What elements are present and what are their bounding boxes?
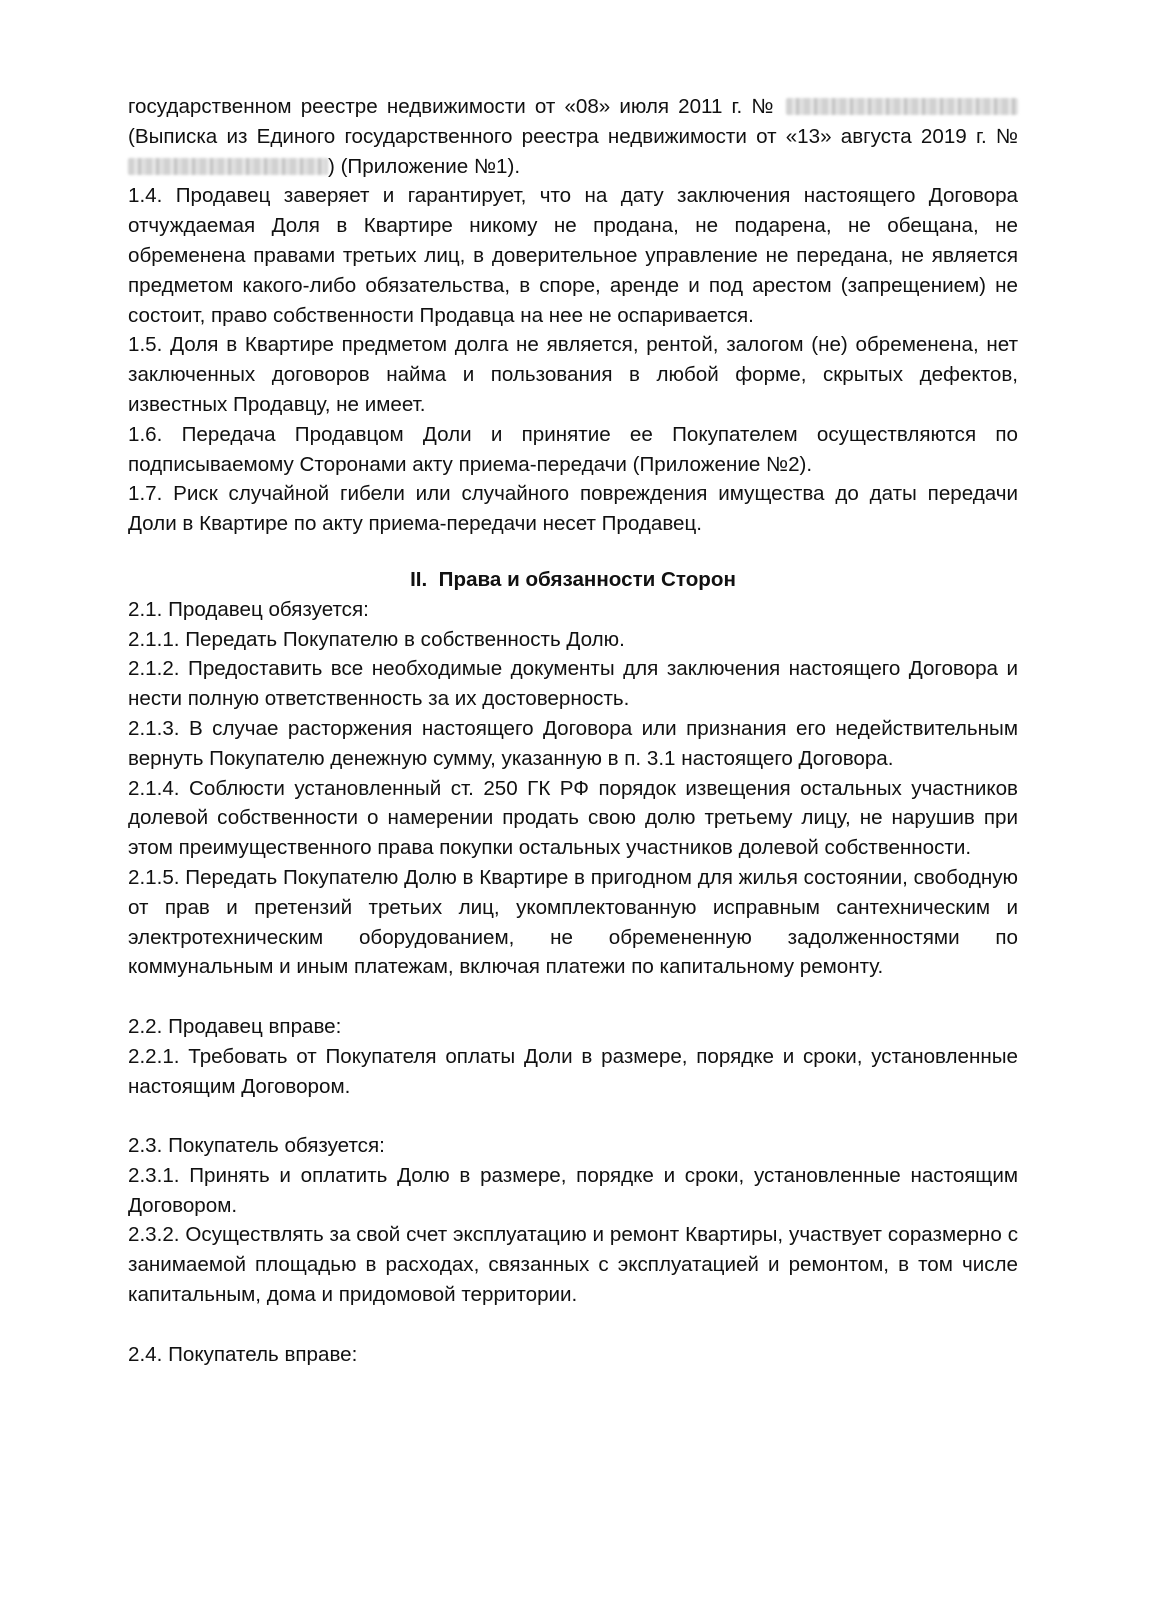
clause-1-6: 1.6. Передача Продавцом Доли и принятие ее Покупателем осуществляются по подписываемому Сторонами акту приема-передачи (Приложение №2). bbox=[128, 422, 1018, 476]
registry-text-start: государственном реестре недвижимости от «08» июля 2011 г. № bbox=[128, 95, 777, 118]
clause-2-3: 2.3. Покупатель обязуется: bbox=[128, 1134, 385, 1158]
clause-2-4: 2.4. Покупатель вправе: bbox=[128, 1342, 358, 1366]
clause-2-3-1: 2.3.1. Принять и оплатить Долю в размере, порядке и сроки, установленные настоящим Договором. bbox=[128, 1163, 1018, 1217]
registry-text-middle: (Выписка из Единого государственного реестра недвижимости от «13» августа 2019 г. № bbox=[128, 124, 1018, 148]
clause-1-4: 1.4. Продавец заверяет и гарантирует, что на дату заключения настоящего Договора отчуждаемая Доля в Квартире никому не продана, не подарена, не обещана, не обременена правами третьих лиц, в доверительное управление не передана, не является предметом какого-либо обязательства, в споре, аренде и под арестом (запрещением) не состоит, право собственности Продавца на нее не оспаривается. bbox=[128, 184, 1018, 327]
clause-2-1-1: 2.1.1. Передать Покупателю в собственность Долю. bbox=[128, 627, 625, 651]
spacer bbox=[128, 982, 1018, 1012]
document-page bbox=[128, 92, 1018, 1369]
clause-2-3-2: 2.3.2. Осуществлять за свой счет эксплуатацию и ремонт Квартиры, участвует соразмерно с занимаемой площадью в расходах, связанных с эксплуатацией и ремонтом, в том числе капитальным, дома и придомовой территории. bbox=[128, 1223, 1018, 1307]
clause-2-1-4: 2.1.4. Соблюсти установленный ст. 250 ГК РФ порядок извещения остальных участников долевой собственности о намерении продать свою долю третьему лицу, не нарушив при этом преимущественного права покупки остальных участников долевой собственности. bbox=[128, 776, 1018, 860]
spacer bbox=[128, 1101, 1018, 1131]
clause-2-1-3: 2.1.3. В случае расторжения настоящего Договора или признания его недействительным вернуть Покупателю денежную сумму, указанную в п. 3.1 настоящего Договора. bbox=[128, 716, 1018, 770]
clause-2-1: 2.1. Продавец обязуется: bbox=[128, 597, 369, 621]
clause-2-2: 2.2. Продавец вправе: bbox=[128, 1014, 342, 1038]
clause-1-5: 1.5. Доля в Квартире предметом долга не является, рентой, залогом (не) обременена, нет заключенных договоров найма и пользования в любой форме, скрытых дефектов, известных Продавцу, не имеет. bbox=[128, 333, 1018, 416]
clause-2-1-5: 2.1.5. Передать Покупателю Долю в Квартире в пригодном для жилья состоянии, свободную от прав и претензий третьих лиц, укомплектованную исправным сантехническим и электротехническим оборудованием, не обремененную задолженностями по коммунальным и иным платежам, включая платежи по капитальному ремонту. bbox=[128, 865, 1018, 979]
redacted-extract-number bbox=[128, 158, 328, 175]
section-2-title: II. Права и обязанности Сторон bbox=[410, 567, 736, 591]
paragraph-registry bbox=[128, 92, 1018, 181]
spacer bbox=[128, 1310, 1018, 1340]
clause-1-7: 1.7. Риск случайной гибели или случайного повреждения имущества до даты передачи Доли в Квартире по акту приема-передачи несет Продавец. bbox=[128, 482, 1018, 536]
redacted-registry-number bbox=[786, 98, 1018, 115]
registry-text-end: ) (Приложение №1). bbox=[328, 154, 521, 178]
clause-2-1-2: 2.1.2. Предоставить все необходимые документы для заключения настоящего Договора и нести полную ответственность за их достоверность. bbox=[128, 657, 1018, 711]
clause-2-2-1: 2.2.1. Требовать от Покупателя оплаты Доли в размере, порядке и сроки, установленные настоящим Договором. bbox=[128, 1044, 1018, 1098]
